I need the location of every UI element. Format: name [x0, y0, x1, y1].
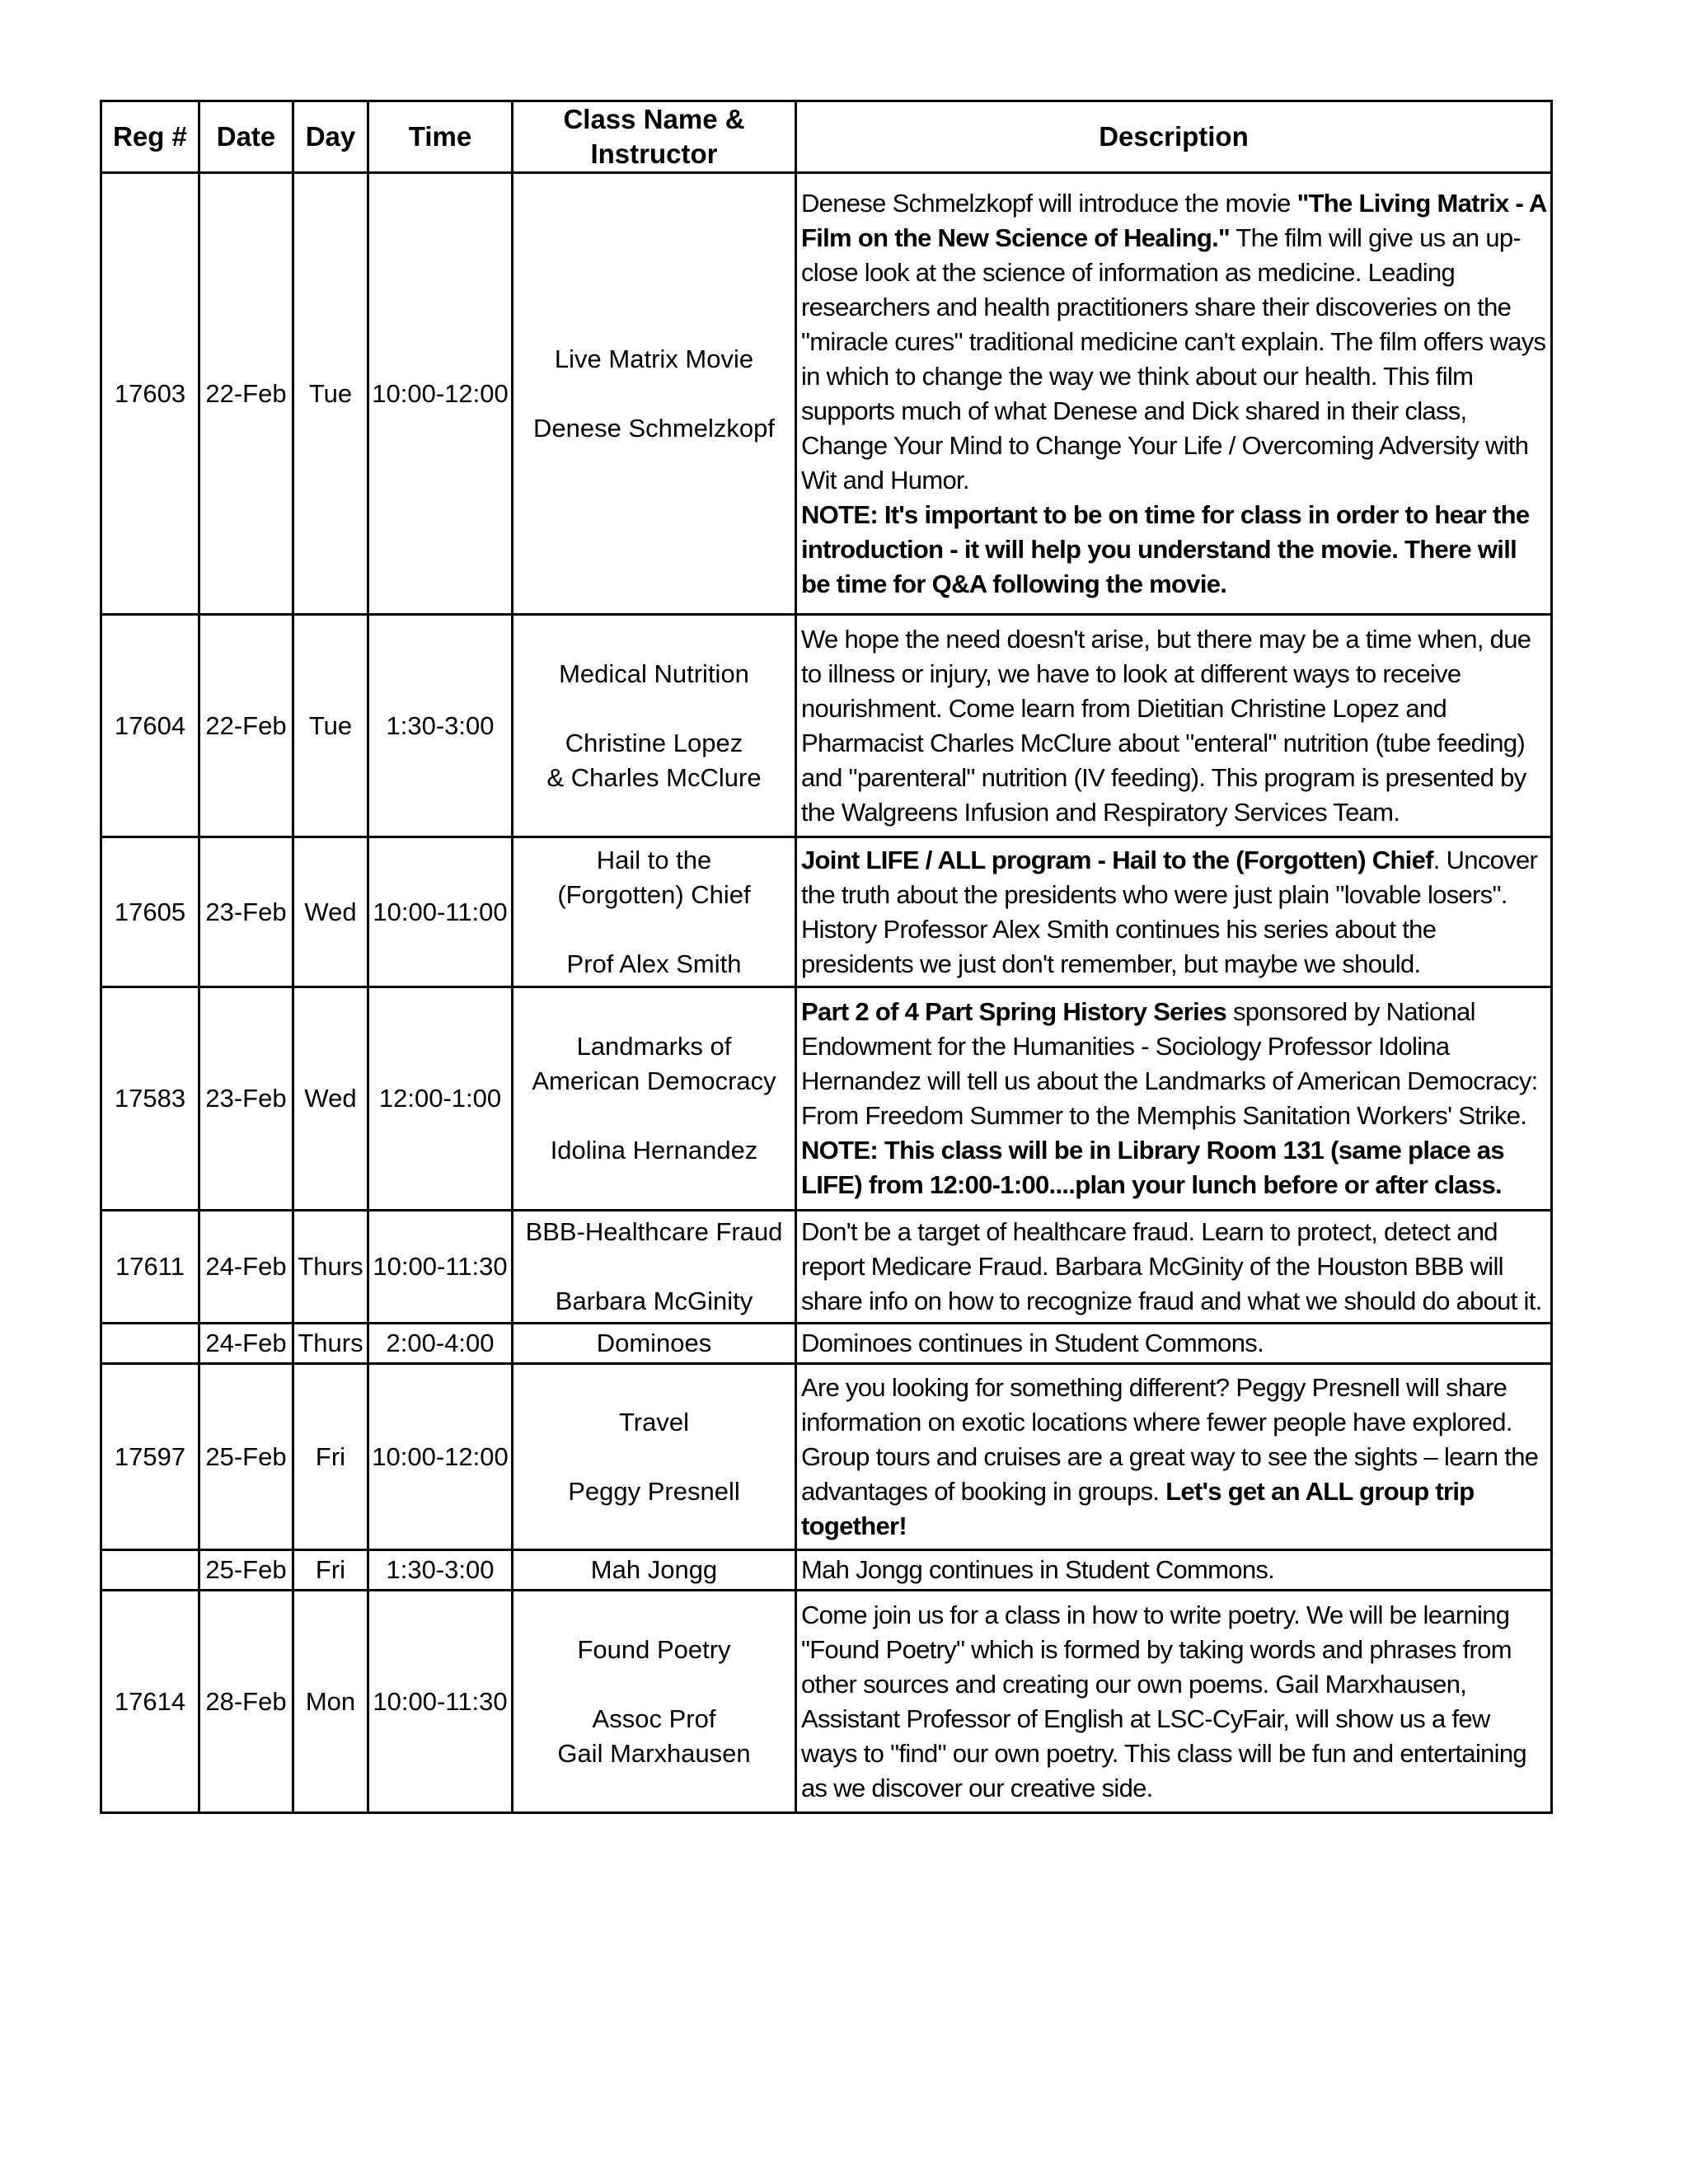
date-cell: 23-Feb: [199, 837, 293, 987]
description-text: Dominoes continues in Student Commons.: [801, 1329, 1264, 1357]
description-text: . Uncover the truth about the presidents who were just plain "lovable losers". History Professor Alex Smith continues his series about the presidents we just don't remember, but maybe we should.: [801, 845, 1538, 978]
class-cell: [513, 837, 796, 987]
class-name: BBB-Healthcare Fraud: [525, 1217, 783, 1246]
class-cell: [513, 1364, 796, 1550]
instructor: Idolina Hernandez: [550, 1136, 758, 1165]
description-cell: [796, 1324, 1552, 1364]
header-class-line1: Class Name &: [563, 104, 745, 134]
class-cell: [513, 1211, 796, 1324]
instructor: Assoc Prof: [592, 1704, 716, 1733]
time-cell: 10:00-12:00: [368, 173, 513, 615]
day-cell: Mon: [293, 1591, 368, 1813]
day-cell: Tue: [293, 173, 368, 615]
description-text: Don't be a target of healthcare fraud. Learn to protect, detect and report Medicare Fraud. Barbara McGinity of the Houston BBB will share info on how to recognize fraud and what we should do about it.: [801, 1217, 1542, 1315]
description-cell: [796, 615, 1552, 837]
description-bold: Let's get an ALL group trip together!: [801, 1476, 1475, 1540]
date-cell: 25-Feb: [199, 1550, 293, 1591]
class-name: Live Matrix Movie: [554, 344, 754, 373]
instructor: Prof Alex Smith: [566, 949, 742, 978]
date-cell: 24-Feb: [199, 1324, 293, 1364]
table-row: [101, 1364, 1552, 1550]
class-name: Travel: [619, 1407, 689, 1436]
table-row: [101, 1211, 1552, 1324]
description-cell: [796, 1550, 1552, 1591]
class-name: Hail to the: [596, 845, 712, 874]
day-cell: Thurs: [293, 1211, 368, 1324]
time-cell: 1:30-3:00: [368, 615, 513, 837]
class-cell: [513, 1324, 796, 1364]
day-cell: Fri: [293, 1550, 368, 1591]
time-cell: 10:00-11:00: [368, 837, 513, 987]
table-row: [101, 1550, 1552, 1591]
header-class: [513, 101, 796, 173]
description-text: sponsored by National Endowment for the Humanities - Sociology Professor Idolina Hernandez will tell us about the Landmarks of American Democracy: From Freedom Summer to the Memphis Sanitation Workers' Strike.: [801, 997, 1538, 1130]
instructor: Peggy Presnell: [568, 1476, 740, 1506]
day-cell: Wed: [293, 987, 368, 1211]
reg-cell: 17614: [101, 1591, 199, 1813]
reg-cell: 17583: [101, 987, 199, 1211]
day-cell: Tue: [293, 615, 368, 837]
reg-cell: 17603: [101, 173, 199, 615]
header-day: Day: [293, 101, 368, 173]
class-name: Mah Jongg: [590, 1555, 718, 1584]
date-cell: 22-Feb: [199, 615, 293, 837]
table-row: [101, 987, 1552, 1211]
class-schedule-table: [100, 100, 1553, 1814]
instructor: Gail Marxhausen: [557, 1738, 751, 1768]
table-row: [101, 837, 1552, 987]
header-reg: Reg #: [101, 101, 199, 173]
description-note: NOTE: It's important to be on time for class in order to hear the introduction - it will help you understand the movie. There will be time for Q&A following the movie.: [801, 499, 1530, 598]
description-cell: [796, 1364, 1552, 1550]
reg-cell: [101, 1324, 199, 1364]
class-cell: [513, 987, 796, 1211]
description-text: Come join us for a class in how to write poetry. We will be learning "Found Poetry" which is formed by taking words and phrases from other sources and creating our own poems. Gail Marxhausen, Assistant Professor of English at LSC-CyFair, will show us a few ways to "find" our own poetry. This class will be fun and entertaining as we discover our creative side.: [801, 1600, 1526, 1802]
time-cell: 12:00-1:00: [368, 987, 513, 1211]
class-cell: [513, 173, 796, 615]
time-cell: 10:00-12:00: [368, 1364, 513, 1550]
date-cell: 24-Feb: [199, 1211, 293, 1324]
table-row: [101, 1591, 1552, 1813]
description-text: Mah Jongg continues in Student Commons.: [801, 1555, 1275, 1584]
instructor: Barbara McGinity: [555, 1286, 753, 1315]
description-cell: [796, 173, 1552, 615]
day-cell: Fri: [293, 1364, 368, 1550]
reg-cell: 17597: [101, 1364, 199, 1550]
instructor: Christine Lopez: [565, 728, 743, 757]
table-row: [101, 1324, 1552, 1364]
description-text: Are you looking for something different? Peggy Presnell will share information on exotic locations where fewer people have explored. Group tours and cruises are a great way to see the sights – learn the advantages of booking in groups.: [801, 1372, 1539, 1506]
header-time: Time: [368, 101, 513, 173]
class-name: Found Poetry: [577, 1634, 731, 1664]
description-cell: [796, 1591, 1552, 1813]
description-text: We hope the need doesn't arise, but there may be a time when, due to illness or injury, we have to look at different ways to receive nourishment. Come learn from Dietitian Christine Lopez and Pharmacist Charles McClure about "enteral" nutrition (tube feeding) and "parenteral" nutrition (IV feeding). This program is presented by the Walgreens Infusion and Respiratory Services Team.: [801, 624, 1531, 827]
class-name: (Forgotten) Chief: [557, 879, 751, 909]
class-cell: [513, 615, 796, 837]
header-date: Date: [199, 101, 293, 173]
table-row: [101, 173, 1552, 615]
header-description: Description: [796, 101, 1552, 173]
table-row: [101, 615, 1552, 837]
time-cell: 2:00-4:00: [368, 1324, 513, 1364]
instructor: Denese Schmelzkopf: [533, 413, 775, 443]
date-cell: 23-Feb: [199, 987, 293, 1211]
class-name: Medical Nutrition: [559, 658, 749, 688]
description-note: NOTE: This class will be in Library Room 131 (same place as LIFE) from 12:00-1:00....plan your lunch before or after class.: [801, 1136, 1504, 1199]
day-cell: Thurs: [293, 1324, 368, 1364]
instructor: & Charles McClure: [546, 762, 762, 792]
class-name: Landmarks of: [576, 1032, 732, 1061]
description-cell: [796, 837, 1552, 987]
table-header-row: [101, 101, 1552, 173]
class-cell: [513, 1591, 796, 1813]
description-text: Denese Schmelzkopf will introduce the movie: [801, 188, 1297, 218]
header-class-line2: Instructor: [590, 138, 718, 169]
reg-cell: [101, 1550, 199, 1591]
time-cell: 1:30-3:00: [368, 1550, 513, 1591]
reg-cell: 17604: [101, 615, 199, 837]
description-cell: [796, 987, 1552, 1211]
time-cell: 10:00-11:30: [368, 1211, 513, 1324]
class-name: American Democracy: [532, 1066, 776, 1095]
class-cell: [513, 1550, 796, 1591]
description-bold: Part 2 of 4 Part Spring History Series: [801, 997, 1227, 1026]
date-cell: 28-Feb: [199, 1591, 293, 1813]
reg-cell: 17605: [101, 837, 199, 987]
date-cell: 25-Feb: [199, 1364, 293, 1550]
time-cell: 10:00-11:30: [368, 1591, 513, 1813]
description-bold: Joint LIFE / ALL program - Hail to the (Forgotten) Chief: [801, 845, 1433, 874]
description-bold: "The Living Matrix - A Film on the New Science of Healing.": [801, 188, 1546, 252]
date-cell: 22-Feb: [199, 173, 293, 615]
description-text: The film will give us an up-close look at the science of information as medicine. Leading researchers and health practitioners share their discoveries on the "miracle cures" traditional medicine can't explain. The film offers ways in which to change the way we think about our health. This film supports much of what Denese and Dick shared in their class, Change Your Mind to Change Your Life / Overcoming Adversity with Wit and Humor.: [801, 223, 1546, 494]
reg-cell: 17611: [101, 1211, 199, 1324]
class-name: Dominoes: [596, 1329, 712, 1357]
day-cell: Wed: [293, 837, 368, 987]
description-cell: [796, 1211, 1552, 1324]
